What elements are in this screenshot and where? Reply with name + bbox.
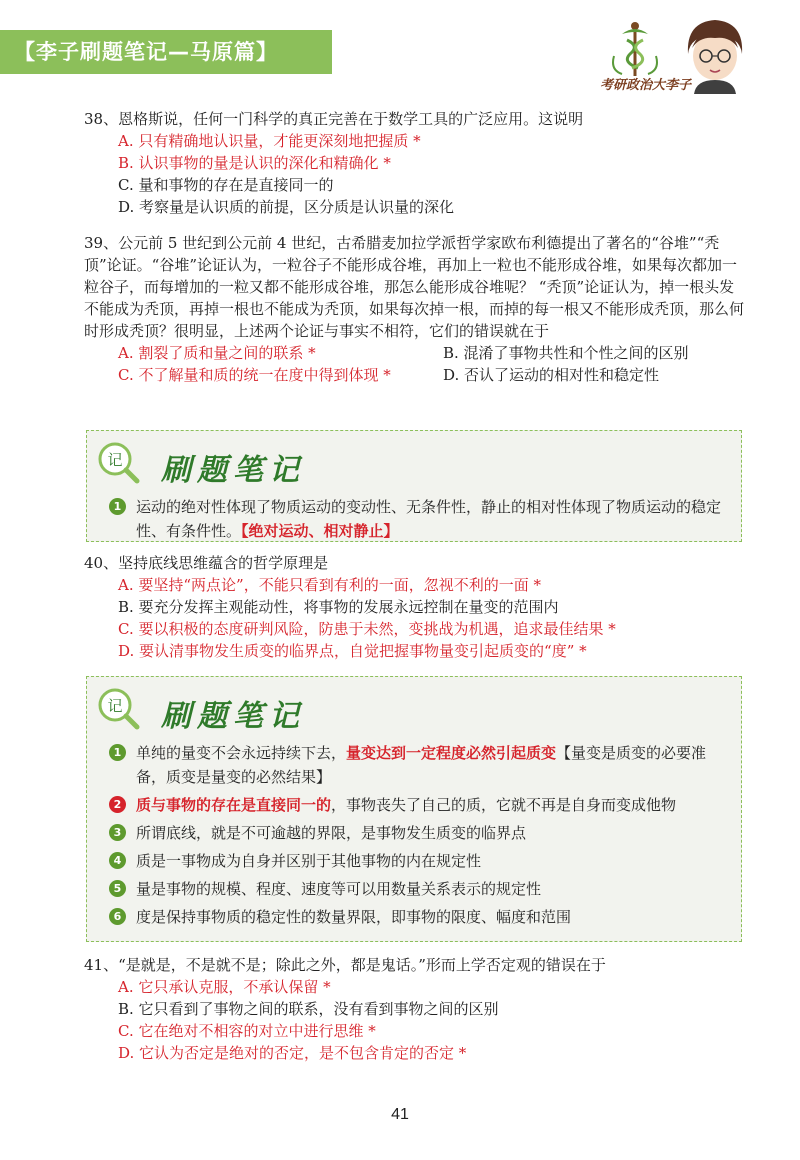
note-text: ，事物丧失了自己的质，它就不再是自身而变成他物 bbox=[331, 796, 677, 814]
note-highlight: 量变达到一定程度必然引起质变 bbox=[346, 744, 557, 762]
option-d: D. 要认清事物发生质变的临界点，自觉把握事物量变引起质变的“度” * bbox=[118, 642, 587, 660]
option-a: A. 只有精确地认识量，才能更深刻地把握质 * bbox=[118, 132, 421, 150]
option-b: B. 要充分发挥主观能动性，将事物的发展永远控制在量变的范围内 bbox=[118, 598, 559, 616]
item-number: 3 bbox=[109, 824, 126, 841]
note-item bbox=[109, 877, 727, 901]
option-b: B. 它只看到了事物之间的联系，没有看到事物之间的区别 bbox=[118, 1000, 499, 1018]
option-c: C. 不了解量和质的统一在度中得到体现 * bbox=[118, 366, 391, 384]
note-text: 度是保持事物质的稳定性的数量界限，即事物的限度、幅度和范围 bbox=[136, 908, 572, 926]
question-40 bbox=[84, 552, 744, 662]
svg-text:记: 记 bbox=[107, 697, 123, 715]
logo-text: 考研政治大李子 bbox=[600, 78, 692, 93]
option-b: B. 混淆了事物共性和个性之间的区别 bbox=[443, 344, 689, 362]
note-text: 运动的绝对性体现了物质运动的变动性、无条件性，静止的相对性体现了物质运动的稳定性、有条件性。 bbox=[136, 498, 722, 540]
option-c: C. 量和事物的存在是直接同一的 bbox=[118, 176, 334, 194]
note-item bbox=[109, 495, 727, 543]
question-41 bbox=[84, 954, 744, 1064]
study-note-2 bbox=[86, 676, 742, 942]
option-d: D. 考察量是认识质的前提，区分质是认识量的深化 bbox=[118, 198, 455, 216]
note-item bbox=[109, 905, 727, 929]
item-number: 4 bbox=[109, 852, 126, 869]
item-number: 1 bbox=[109, 744, 126, 761]
note-highlight: 质与事物的存在是直接同一的 bbox=[136, 796, 332, 814]
question-stem: 38、恩格斯说，任何一门科学的真正完善在于数学工具的广泛应用。这说明 bbox=[84, 110, 584, 128]
question-stem: 39、公元前 5 世纪到公元前 4 世纪，古希腊麦加拉学派哲学家欧布利德提出了著名的“谷堆”“秃顶”论证。“谷堆”论证认为，一粒谷子不能形成谷堆，再加上一粒也不能形成谷堆，如果每次都加一粒谷子，而每增加的一粒又都不能形成谷堆，那怎么能形成谷堆呢？ “秃顶”论证认为，掉一根头发不能成为秃顶，再掉一根也不能成为秃顶，如果每次掉一根，而掉的每一根又不能形成秃顶，那么何时形成秃顶？很明显，上述两个论证与事实不相符，它们的错误就在于 bbox=[84, 234, 745, 340]
item-number: 6 bbox=[109, 908, 126, 925]
option-c: C. 要以积极的态度研判风险，防患于未然，变挑战为机遇，追求最佳结果 * bbox=[118, 620, 616, 638]
question-stem: 41、“是就是，不是就不是；除此之外，都是鬼话。”形而上学否定观的错误在于 bbox=[84, 956, 606, 974]
page-number: 41 bbox=[391, 1106, 409, 1123]
note-title: 刷题笔记 bbox=[161, 453, 305, 488]
section-banner: 【李子刷题笔记—马原篇】 bbox=[0, 30, 332, 74]
question-39 bbox=[84, 232, 744, 386]
option-b: B. 认识事物的量是认识的深化和精确化 * bbox=[118, 154, 391, 172]
svg-text:记: 记 bbox=[107, 451, 123, 469]
option-a: A. 它只承认克服，不承认保留 * bbox=[118, 978, 331, 996]
item-number: 5 bbox=[109, 880, 126, 897]
note-text: 量是事物的规模、程度、速度等可以用数量关系表示的规定性 bbox=[136, 880, 542, 898]
note-text: 质是一事物成为自身并区别于其他事物的内在规定性 bbox=[136, 852, 482, 870]
note-magnifier-icon bbox=[95, 439, 141, 485]
note-magnifier-icon bbox=[95, 685, 141, 731]
note-item bbox=[109, 849, 727, 873]
note-item bbox=[109, 793, 727, 817]
option-c: C. 它在绝对不相容的对立中进行思维 * bbox=[118, 1022, 376, 1040]
option-a: A. 割裂了质和量之间的联系 * bbox=[118, 344, 316, 362]
note-text: 所谓底线，就是不可逾越的界限，是事物发生质变的临界点 bbox=[136, 824, 527, 842]
note-text: 单纯的量变不会永远持续下去， bbox=[136, 744, 347, 762]
note-title: 刷题笔记 bbox=[161, 699, 305, 734]
avatar bbox=[680, 14, 750, 94]
note-item bbox=[109, 821, 727, 845]
note-text: 【量变是质变的必要准备，质变是量变的必然结果】 bbox=[136, 744, 707, 786]
item-number: 1 bbox=[109, 498, 126, 515]
question-38 bbox=[84, 108, 744, 218]
note-item bbox=[109, 741, 727, 789]
study-note-1 bbox=[86, 430, 742, 542]
option-d: D. 否认了运动的相对性和稳定性 bbox=[443, 366, 660, 384]
question-stem: 40、坚持底线思维蕴含的哲学原理是 bbox=[84, 554, 329, 572]
item-number: 2 bbox=[109, 796, 126, 813]
option-d: D. 它认为否定是绝对的否定，是不包含肯定的否定 * bbox=[118, 1044, 467, 1062]
note-highlight: 【绝对运动、相对静止】 bbox=[241, 522, 399, 540]
option-a: A. 要坚持“两点论”，不能只看到有利的一面，忽视不利的一面 * bbox=[118, 576, 541, 594]
